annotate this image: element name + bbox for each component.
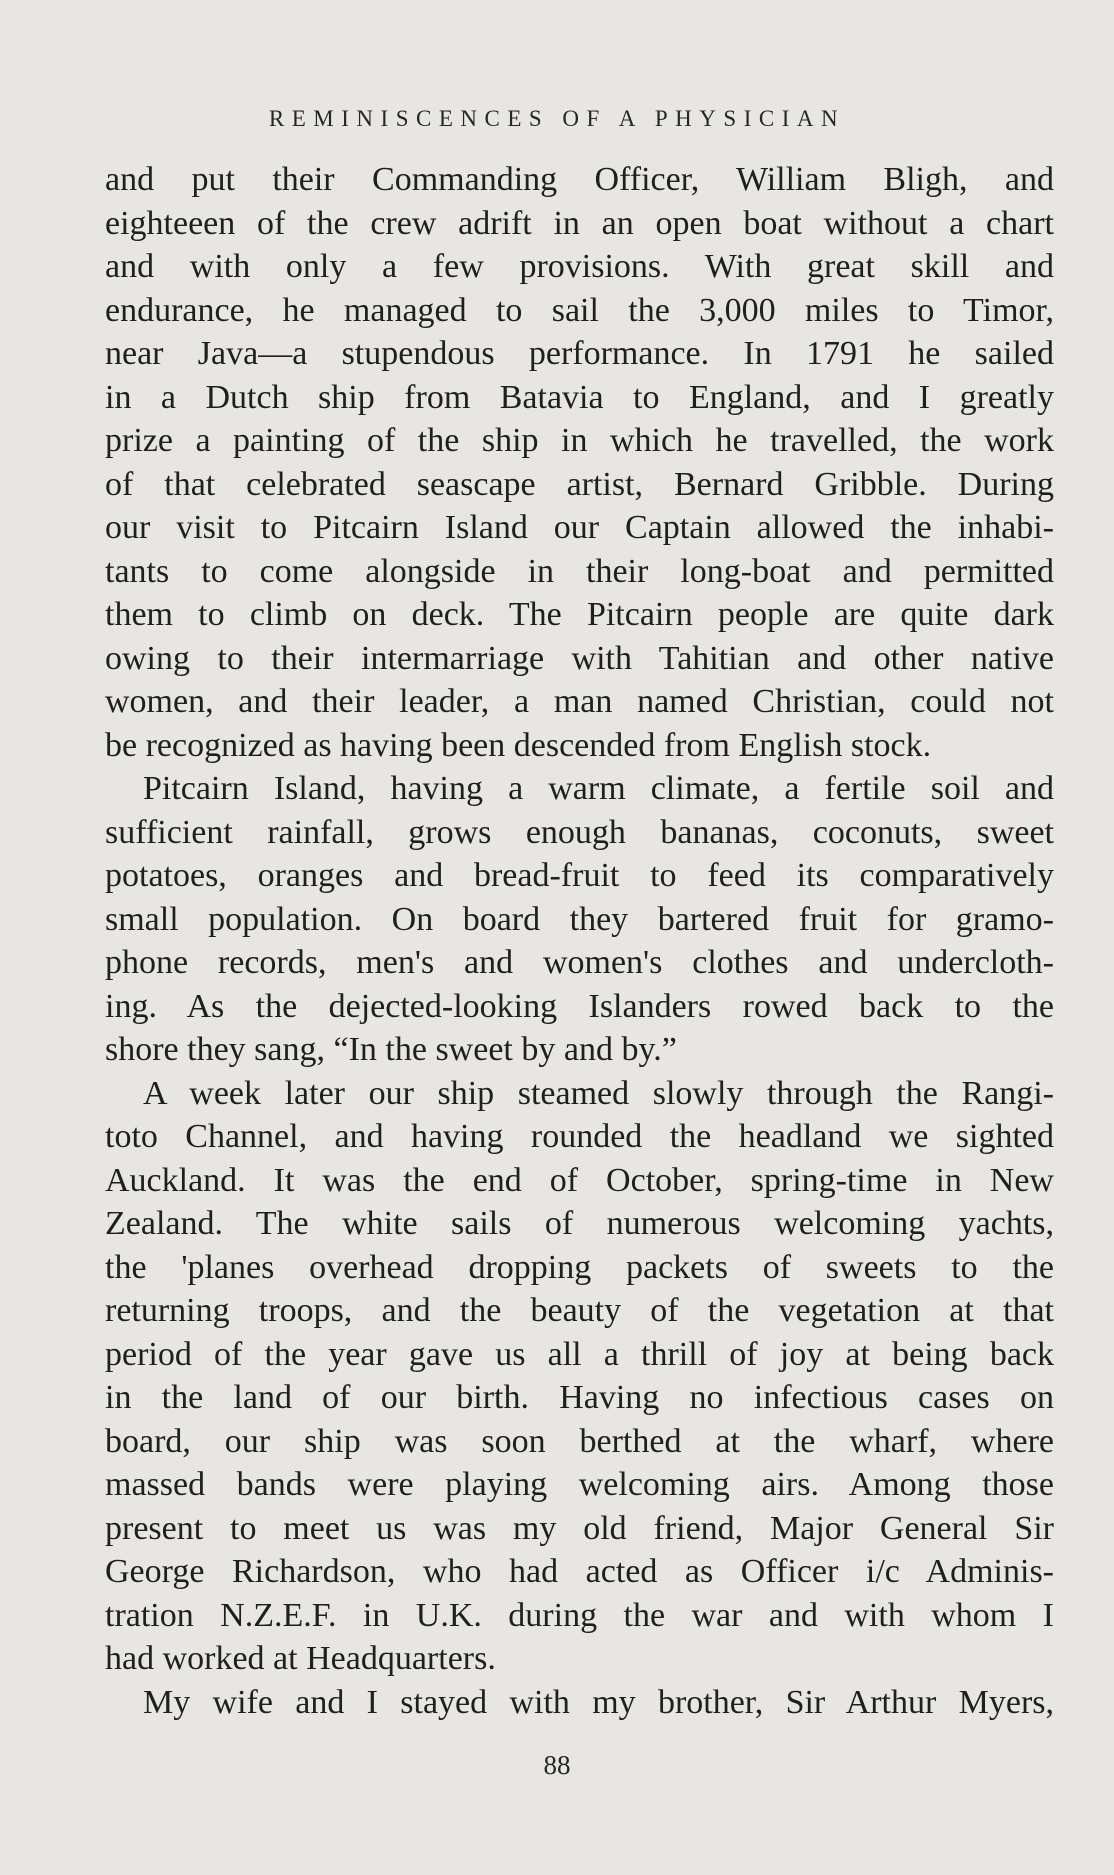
- page-number: 88: [543, 1750, 571, 1780]
- text-line: had worked at Headquarters.: [105, 1640, 496, 1677]
- text-line: period of the year gave us all a thrill of joy at being back: [105, 1335, 1054, 1373]
- text-line: phone records, men's and women's clothes and undercloth-: [105, 944, 1054, 981]
- paragraph-start-line: Pitcairn Island, having a warm climate, a fertile soil and: [143, 770, 1054, 807]
- text-line: near Java—a stupendous performance. In 1791 he sailed: [105, 335, 1054, 372]
- text-line: prize a painting of the ship in which he travelled, the work: [105, 422, 1054, 459]
- text-line: endurance, he managed to sail the 3,000 miles to Timor,: [105, 291, 1054, 329]
- text-line: be recognized as having been descended from English stock.: [105, 726, 932, 764]
- text-line: and with only a few provisions. With great skill and: [105, 248, 1054, 285]
- text-line: in the land of our birth. Having no infectious cases on: [105, 1379, 1054, 1416]
- text-line: them to climb on deck. The Pitcairn people are quite dark: [105, 596, 1054, 633]
- body-text: [105, 158, 1054, 1724]
- paragraph-start-line: A week later our ship steamed slowly through the Rangi-: [143, 1074, 1054, 1112]
- text-line: George Richardson, who had acted as Officer i/c Adminis-: [105, 1553, 1054, 1590]
- paragraph-start-line: My wife and I stayed with my brother, Sir Arthur Myers,: [143, 1683, 1054, 1721]
- text-line: tration N.Z.E.F. in U.K. during the war and with whom I: [105, 1596, 1054, 1634]
- text-line: massed bands were playing welcoming airs. Among those: [105, 1466, 1054, 1503]
- text-line: eighteeen of the crew adrift in an open boat without a chart: [105, 204, 1054, 242]
- text-line: potatoes, oranges and bread-fruit to feed its comparatively: [105, 857, 1054, 894]
- text-line: tants to come alongside in their long-boat and permitted: [105, 552, 1054, 590]
- text-line: Zealand. The white sails of numerous welcoming yachts,: [105, 1205, 1054, 1242]
- text-line: Auckland. It was the end of October, spring-time in New: [105, 1161, 1054, 1199]
- text-line: in a Dutch ship from Batavia to England, and I greatly: [105, 378, 1054, 416]
- text-line: returning troops, and the beauty of the vegetation at that: [105, 1292, 1054, 1329]
- text-line: small population. On board they bartered fruit for gramo-: [105, 900, 1054, 938]
- running-head: REMINISCENCES OF A PHYSICIAN: [268, 106, 846, 131]
- text-line: our visit to Pitcairn Island our Captain allowed the inhabi-: [105, 509, 1054, 546]
- text-line: shore they sang, “In the sweet by and by.”: [105, 1031, 677, 1068]
- text-line: of that celebrated seascape artist, Bernard Gribble. During: [105, 465, 1054, 503]
- text-line: women, and their leader, a man named Christian, could not: [105, 683, 1054, 720]
- text-line: owing to their intermarriage with Tahitian and other native: [105, 639, 1054, 677]
- text-line: and put their Commanding Officer, William Bligh, and: [105, 161, 1054, 198]
- text-line: ing. As the dejected-looking Islanders rowed back to the: [105, 987, 1054, 1025]
- text-line: present to meet us was my old friend, Major General Sir: [105, 1509, 1054, 1547]
- text-line: sufficient rainfall, grows enough bananas, coconuts, sweet: [105, 813, 1054, 851]
- text-line: board, our ship was soon berthed at the wharf, where: [105, 1422, 1054, 1460]
- text-line: the 'planes overhead dropping packets of sweets to the: [105, 1248, 1054, 1286]
- text-line: toto Channel, and having rounded the headland we sighted: [105, 1118, 1054, 1155]
